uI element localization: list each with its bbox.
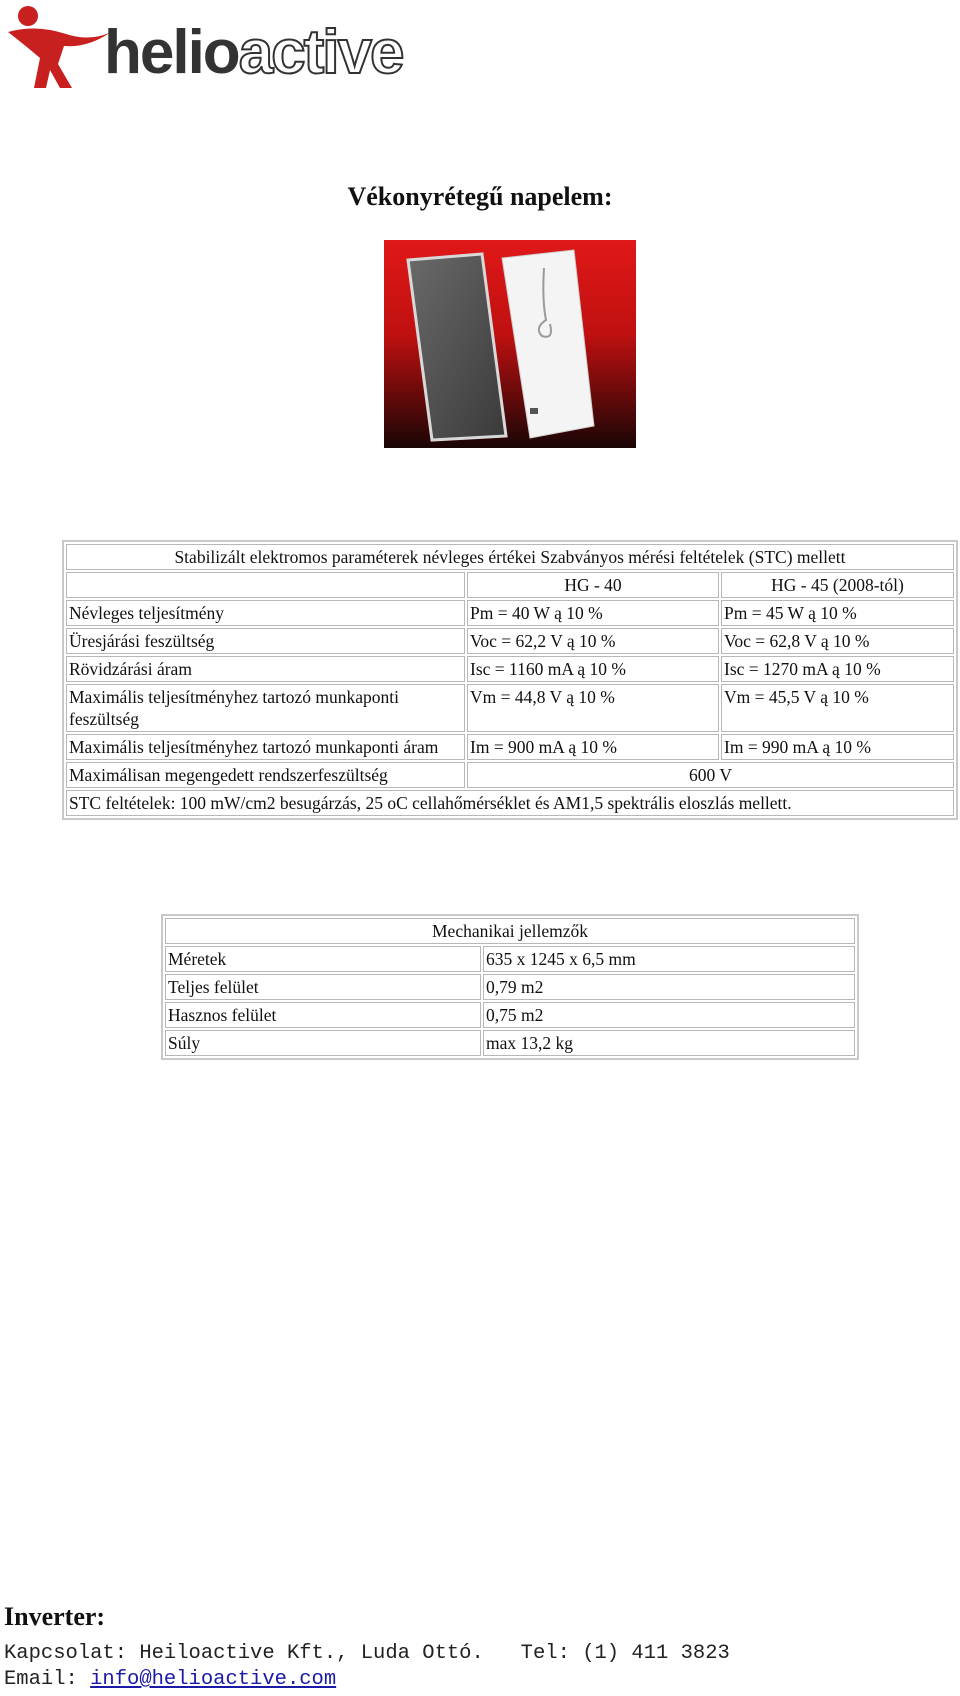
stc-footnote: STC feltételek: 100 mW/cm2 besugárzás, 25 oC cellahőmérséklet és AM1,5 spektrális eloszlás mellett. — [66, 790, 954, 816]
contact-block — [4, 1641, 730, 1693]
table-header-row — [66, 572, 954, 598]
row-value-hg45: Im = 990 mA ą 10 % — [721, 734, 954, 760]
row-value-hg45: Pm = 45 W ą 10 % — [721, 600, 954, 626]
product-photo — [384, 240, 636, 448]
row-label: Méretek — [165, 946, 481, 972]
table-caption-row — [66, 544, 954, 570]
table-row — [165, 946, 855, 972]
logo-figure-icon — [6, 2, 116, 94]
row-label: Súly — [165, 1030, 481, 1056]
row-value: max 13,2 kg — [483, 1030, 855, 1056]
electrical-parameters-table — [62, 540, 958, 820]
table-row — [66, 734, 954, 760]
max-voltage-label: Maximálisan megengedett rendszerfeszültség — [66, 762, 465, 788]
logo-wordmark: helioactive — [104, 18, 403, 87]
row-label: Maximális teljesítményhez tartozó munkaponti áram — [66, 734, 465, 760]
header-cell-empty — [66, 572, 465, 598]
table-row — [66, 684, 954, 732]
contact-line: Kapcsolat: Heiloactive Kft., Luda Ottó. Tel: (1) 411 3823 — [4, 1642, 730, 1665]
max-voltage-value: 600 V — [467, 762, 954, 788]
table-row — [66, 600, 954, 626]
row-value-hg45: Isc = 1270 mA ą 10 % — [721, 656, 954, 682]
mechanical-table-caption: Mechanikai jellemzők — [165, 918, 855, 944]
row-value: 0,75 m2 — [483, 1002, 855, 1028]
row-value-hg40: Im = 900 mA ą 10 % — [467, 734, 719, 760]
table-row — [165, 1030, 855, 1056]
row-value-hg45: Voc = 62,8 V ą 10 % — [721, 628, 954, 654]
email-label: Email: — [4, 1668, 91, 1691]
row-value-hg45: Vm = 45,5 V ą 10 % — [721, 684, 954, 732]
row-value-hg40: Pm = 40 W ą 10 % — [467, 600, 719, 626]
table-row — [66, 656, 954, 682]
table-caption-row — [165, 918, 855, 944]
table-row — [66, 762, 954, 788]
row-label: Rövidzárási áram — [66, 656, 465, 682]
row-value: 0,79 m2 — [483, 974, 855, 1000]
row-value-hg40: Vm = 44,8 V ą 10 % — [467, 684, 719, 732]
row-label: Hasznos felület — [165, 1002, 481, 1028]
page-title: Vékonyrétegű napelem: — [347, 182, 613, 211]
row-label: Maximális teljesítményhez tartozó munkaponti feszültség — [66, 684, 465, 732]
table-row — [66, 628, 954, 654]
header-cell-hg45: HG - 45 (2008-tól) — [721, 572, 954, 598]
row-value-hg40: Voc = 62,2 V ą 10 % — [467, 628, 719, 654]
row-label: Teljes felület — [165, 974, 481, 1000]
table-row — [165, 1002, 855, 1028]
electrical-table-caption: Stabilizált elektromos paraméterek névleges értékei Szabványos mérési feltételek (STC) mellett — [66, 544, 954, 570]
table-footnote-row — [66, 790, 954, 816]
mechanical-properties-table — [161, 914, 859, 1060]
header-cell-hg40: HG - 40 — [467, 572, 719, 598]
row-label: Üresjárási feszültség — [66, 628, 465, 654]
helioactive-logo — [6, 2, 476, 94]
row-value: 635 x 1245 x 6,5 mm — [483, 946, 855, 972]
row-value-hg40: Isc = 1160 mA ą 10 % — [467, 656, 719, 682]
row-label: Névleges teljesítmény — [66, 600, 465, 626]
table-row — [165, 974, 855, 1000]
email-link[interactable]: info@helioactive.com — [90, 1668, 337, 1691]
inverter-heading: Inverter: — [4, 1602, 106, 1631]
